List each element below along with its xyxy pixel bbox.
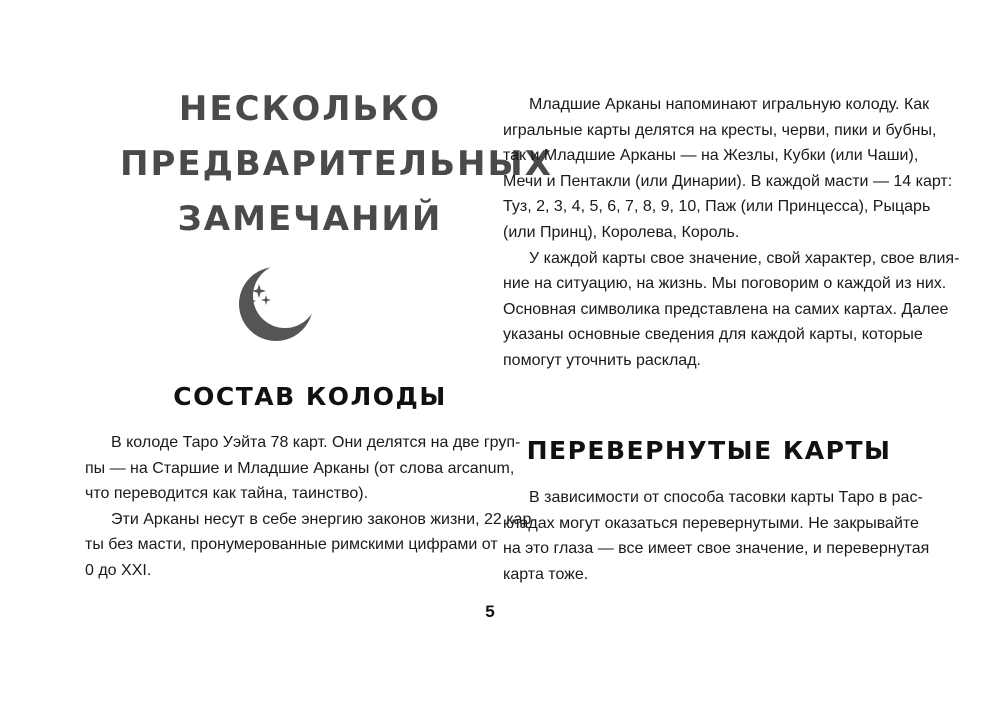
text-line: карта тоже. (503, 565, 589, 583)
text-line: Мечи и Пентакли (или Динарии). В каждой масти — 14 карт: (503, 172, 953, 190)
crescent-moon-stars-icon (232, 262, 316, 346)
text-line: игральные карты делятся на кресты, черви, пики и бубны, (503, 121, 937, 139)
text-line: У каждой карты свое значение, свой характер, свое влия- (529, 249, 960, 267)
page-number: 5 (485, 602, 495, 621)
text-line: пы — на Старшие и Младшие Арканы (от слова arcanum, (85, 459, 515, 477)
minor-arcana-text (503, 92, 960, 374)
text-line: В колоде Таро Уэйта 78 карт. Они делятся на две груп- (111, 434, 521, 451)
text-line: что переводится как тайна, таинство). (85, 485, 369, 503)
text-line: ты без масти, пронумерованные римскими цифрами от (85, 536, 498, 554)
paragraph (503, 246, 960, 374)
section-title-deck: СОСТАВ КОЛОДЫ (173, 382, 447, 411)
text-line: Младшие Арканы напоминают игральную колоду. Как (529, 96, 930, 113)
text-line: Основная символика представлена на самих картах. Далее (503, 300, 949, 318)
text-line: указаны основные сведения для каждой карты, которые (503, 326, 923, 344)
text-line: кладах могут оказаться перевернутыми. Не закрывайте (503, 514, 919, 532)
paragraph (503, 485, 930, 587)
text-line: В зависимости от способа тасовки карты Таро в рас- (529, 489, 923, 506)
text-line: так и Младшие Арканы — на Жезлы, Кубки (или Чаши), (503, 147, 919, 165)
paragraph (85, 430, 521, 507)
chapter-title-line: ПРЕДВАРИТЕЛЬНЫХ (120, 144, 553, 184)
text-line: на это глаза — все имеет свое значение, и перевернутая (503, 540, 930, 558)
text-line: помогут уточнить расклад. (503, 351, 701, 369)
text-line: ние на ситуацию, на жизнь. Мы поговорим о каждой из них. (503, 275, 947, 293)
chapter-title-line: ЗАМЕЧАНИЙ (177, 199, 443, 239)
chapter-title (120, 82, 553, 247)
paragraph (503, 92, 953, 246)
section-title-reversed: ПЕРЕВЕРНУТЫЕ КАРТЫ (526, 436, 892, 465)
deck-text (85, 430, 537, 584)
text-line: (или Принц), Королева, Король. (503, 223, 740, 241)
reversed-text (503, 485, 930, 587)
text-line: Туз, 2, 3, 4, 5, 6, 7, 8, 9, 10, Паж (или Принцесса), Рыцарь (503, 198, 931, 216)
text-line: 0 до XXI. (85, 561, 152, 579)
paragraph (85, 507, 537, 584)
chapter-title-line: НЕСКОЛЬКО (178, 89, 442, 129)
text-line: Эти Арканы несут в себе энергию законов жизни, 22 кар- (111, 510, 537, 528)
